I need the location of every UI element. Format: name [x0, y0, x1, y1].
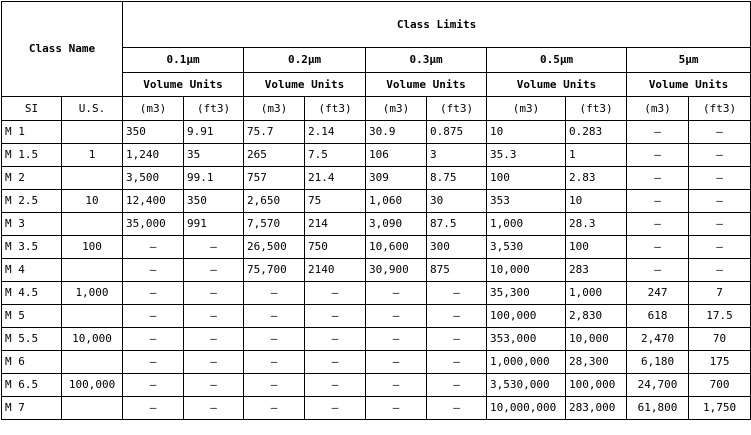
- value-cell: –: [244, 374, 305, 397]
- value-cell: 106: [366, 144, 427, 167]
- class-name-header: Class Name: [2, 2, 123, 97]
- value-cell: –: [427, 328, 487, 351]
- us-class-cell: [62, 351, 123, 374]
- value-cell: 10: [566, 190, 627, 213]
- value-cell: 309: [366, 167, 427, 190]
- si-class-cell: M 2: [2, 167, 62, 190]
- us-class-cell: 100: [62, 236, 123, 259]
- value-cell: 1,000: [566, 282, 627, 305]
- value-cell: –: [123, 397, 184, 420]
- table-row: [2, 236, 751, 259]
- value-cell: –: [244, 328, 305, 351]
- value-cell: 75,700: [244, 259, 305, 282]
- value-cell: –: [689, 167, 751, 190]
- value-cell: 9.91: [184, 121, 244, 144]
- value-cell: 214: [305, 213, 366, 236]
- unit-ft3: (ft3): [566, 97, 627, 121]
- value-cell: 24,700: [627, 374, 689, 397]
- value-cell: 12,400: [123, 190, 184, 213]
- unit-m3: (m3): [123, 97, 184, 121]
- value-cell: 70: [689, 328, 751, 351]
- value-cell: 265: [244, 144, 305, 167]
- table-body: [2, 121, 751, 420]
- unit-m3: (m3): [366, 97, 427, 121]
- value-cell: 30,900: [366, 259, 427, 282]
- si-class-cell: M 7: [2, 397, 62, 420]
- value-cell: 99.1: [184, 167, 244, 190]
- value-cell: 350: [184, 190, 244, 213]
- table-row: [2, 144, 751, 167]
- value-cell: –: [184, 397, 244, 420]
- value-cell: –: [184, 328, 244, 351]
- value-cell: –: [184, 282, 244, 305]
- unit-ft3: (ft3): [184, 97, 244, 121]
- value-cell: 6,180: [627, 351, 689, 374]
- value-cell: 28.3: [566, 213, 627, 236]
- volume-units-header: Volume Units: [627, 73, 751, 97]
- value-cell: –: [366, 397, 427, 420]
- value-cell: –: [244, 397, 305, 420]
- value-cell: 3,500: [123, 167, 184, 190]
- si-class-cell: M 5: [2, 305, 62, 328]
- value-cell: 2,470: [627, 328, 689, 351]
- value-cell: –: [366, 282, 427, 305]
- si-class-cell: M 4: [2, 259, 62, 282]
- value-cell: –: [427, 397, 487, 420]
- value-cell: –: [627, 213, 689, 236]
- value-cell: 350: [123, 121, 184, 144]
- value-cell: –: [184, 305, 244, 328]
- value-cell: 2.14: [305, 121, 366, 144]
- value-cell: 75: [305, 190, 366, 213]
- value-cell: 3,530: [487, 236, 566, 259]
- volume-units-header: Volume Units: [244, 73, 366, 97]
- value-cell: 30.9: [366, 121, 427, 144]
- value-cell: 10,000: [487, 259, 566, 282]
- unit-m3: (m3): [244, 97, 305, 121]
- value-cell: –: [627, 121, 689, 144]
- us-class-cell: [62, 167, 123, 190]
- si-class-cell: M 1.5: [2, 144, 62, 167]
- value-cell: –: [689, 259, 751, 282]
- value-cell: –: [123, 374, 184, 397]
- value-cell: –: [627, 167, 689, 190]
- value-cell: 283: [566, 259, 627, 282]
- value-cell: 1,060: [366, 190, 427, 213]
- size-header-0-2: 0.2μm: [244, 48, 366, 73]
- table-row: [2, 167, 751, 190]
- value-cell: –: [689, 190, 751, 213]
- value-cell: 35,000: [123, 213, 184, 236]
- value-cell: 17.5: [689, 305, 751, 328]
- value-cell: 2140: [305, 259, 366, 282]
- si-class-cell: M 3.5: [2, 236, 62, 259]
- si-class-cell: M 1: [2, 121, 62, 144]
- value-cell: 1,000: [487, 213, 566, 236]
- value-cell: 247: [627, 282, 689, 305]
- value-cell: 3: [427, 144, 487, 167]
- value-cell: 2.83: [566, 167, 627, 190]
- value-cell: 8.75: [427, 167, 487, 190]
- value-cell: 87.5: [427, 213, 487, 236]
- value-cell: –: [627, 190, 689, 213]
- volume-units-header: Volume Units: [487, 73, 627, 97]
- unit-row: [2, 97, 751, 121]
- value-cell: –: [123, 328, 184, 351]
- value-cell: –: [305, 397, 366, 420]
- us-class-cell: [62, 121, 123, 144]
- value-cell: 35.3: [487, 144, 566, 167]
- value-cell: 26,500: [244, 236, 305, 259]
- value-cell: 3,530,000: [487, 374, 566, 397]
- si-class-cell: M 4.5: [2, 282, 62, 305]
- value-cell: 875: [427, 259, 487, 282]
- si-class-cell: M 3: [2, 213, 62, 236]
- value-cell: 35,300: [487, 282, 566, 305]
- value-cell: 10,600: [366, 236, 427, 259]
- value-cell: –: [627, 236, 689, 259]
- value-cell: 7,570: [244, 213, 305, 236]
- value-cell: 10: [487, 121, 566, 144]
- header-row-top: [2, 2, 751, 48]
- size-header-0-3: 0.3μm: [366, 48, 487, 73]
- value-cell: 1,240: [123, 144, 184, 167]
- unit-m3: (m3): [487, 97, 566, 121]
- value-cell: 61,800: [627, 397, 689, 420]
- table-row: [2, 305, 751, 328]
- value-cell: –: [123, 305, 184, 328]
- value-cell: 0.283: [566, 121, 627, 144]
- value-cell: –: [427, 351, 487, 374]
- value-cell: 10,000,000: [487, 397, 566, 420]
- value-cell: –: [689, 121, 751, 144]
- value-cell: 100: [566, 236, 627, 259]
- value-cell: 28,300: [566, 351, 627, 374]
- value-cell: 75.7: [244, 121, 305, 144]
- si-class-cell: M 5.5: [2, 328, 62, 351]
- class-limits-table: [1, 1, 751, 420]
- table-row: [2, 397, 751, 420]
- value-cell: –: [366, 328, 427, 351]
- size-header-0-5: 0.5μm: [487, 48, 627, 73]
- value-cell: 100,000: [487, 305, 566, 328]
- us-class-cell: 10: [62, 190, 123, 213]
- si-class-cell: M 6.5: [2, 374, 62, 397]
- value-cell: –: [689, 144, 751, 167]
- value-cell: –: [689, 213, 751, 236]
- us-class-cell: 100,000: [62, 374, 123, 397]
- value-cell: –: [184, 259, 244, 282]
- value-cell: 283,000: [566, 397, 627, 420]
- value-cell: –: [123, 282, 184, 305]
- value-cell: –: [305, 305, 366, 328]
- value-cell: –: [244, 282, 305, 305]
- table-row: [2, 282, 751, 305]
- value-cell: 100: [487, 167, 566, 190]
- value-cell: –: [305, 351, 366, 374]
- value-cell: 35: [184, 144, 244, 167]
- class-limits-header: Class Limits: [123, 2, 751, 48]
- value-cell: 2,650: [244, 190, 305, 213]
- table-row: [2, 351, 751, 374]
- us-class-cell: 10,000: [62, 328, 123, 351]
- value-cell: 30: [427, 190, 487, 213]
- value-cell: –: [366, 374, 427, 397]
- value-cell: –: [184, 351, 244, 374]
- si-header: SI: [2, 97, 62, 121]
- value-cell: 7: [689, 282, 751, 305]
- unit-m3: (m3): [627, 97, 689, 121]
- value-cell: –: [305, 328, 366, 351]
- value-cell: 3,090: [366, 213, 427, 236]
- table-row: [2, 328, 751, 351]
- table-row: [2, 190, 751, 213]
- value-cell: –: [123, 236, 184, 259]
- value-cell: –: [427, 282, 487, 305]
- value-cell: 21.4: [305, 167, 366, 190]
- value-cell: –: [244, 305, 305, 328]
- value-cell: –: [123, 259, 184, 282]
- value-cell: 618: [627, 305, 689, 328]
- us-class-cell: 1,000: [62, 282, 123, 305]
- us-class-cell: [62, 213, 123, 236]
- value-cell: –: [184, 236, 244, 259]
- value-cell: 175: [689, 351, 751, 374]
- table-row: [2, 259, 751, 282]
- size-header-0-1: 0.1μm: [123, 48, 244, 73]
- value-cell: 10,000: [566, 328, 627, 351]
- value-cell: 1,000,000: [487, 351, 566, 374]
- value-cell: –: [627, 259, 689, 282]
- us-class-cell: 1: [62, 144, 123, 167]
- value-cell: 2,830: [566, 305, 627, 328]
- unit-ft3: (ft3): [305, 97, 366, 121]
- value-cell: 353,000: [487, 328, 566, 351]
- us-class-cell: [62, 305, 123, 328]
- value-cell: 100,000: [566, 374, 627, 397]
- table-row: [2, 374, 751, 397]
- size-header-5: 5μm: [627, 48, 751, 73]
- us-header: U.S.: [62, 97, 123, 121]
- unit-ft3: (ft3): [427, 97, 487, 121]
- value-cell: –: [244, 351, 305, 374]
- value-cell: –: [184, 374, 244, 397]
- value-cell: 7.5: [305, 144, 366, 167]
- value-cell: –: [689, 236, 751, 259]
- value-cell: 1,750: [689, 397, 751, 420]
- value-cell: –: [627, 144, 689, 167]
- value-cell: –: [427, 305, 487, 328]
- value-cell: 991: [184, 213, 244, 236]
- table-row: [2, 213, 751, 236]
- si-class-cell: M 6: [2, 351, 62, 374]
- us-class-cell: [62, 259, 123, 282]
- value-cell: –: [427, 374, 487, 397]
- si-class-cell: M 2.5: [2, 190, 62, 213]
- value-cell: 300: [427, 236, 487, 259]
- value-cell: 353: [487, 190, 566, 213]
- table-row: [2, 121, 751, 144]
- volume-units-header: Volume Units: [366, 73, 487, 97]
- value-cell: –: [305, 282, 366, 305]
- value-cell: –: [366, 351, 427, 374]
- volume-units-header: Volume Units: [123, 73, 244, 97]
- value-cell: –: [123, 351, 184, 374]
- value-cell: 757: [244, 167, 305, 190]
- value-cell: –: [366, 305, 427, 328]
- value-cell: 1: [566, 144, 627, 167]
- unit-ft3: (ft3): [689, 97, 751, 121]
- value-cell: –: [305, 374, 366, 397]
- value-cell: 750: [305, 236, 366, 259]
- value-cell: 0.875: [427, 121, 487, 144]
- us-class-cell: [62, 397, 123, 420]
- value-cell: 700: [689, 374, 751, 397]
